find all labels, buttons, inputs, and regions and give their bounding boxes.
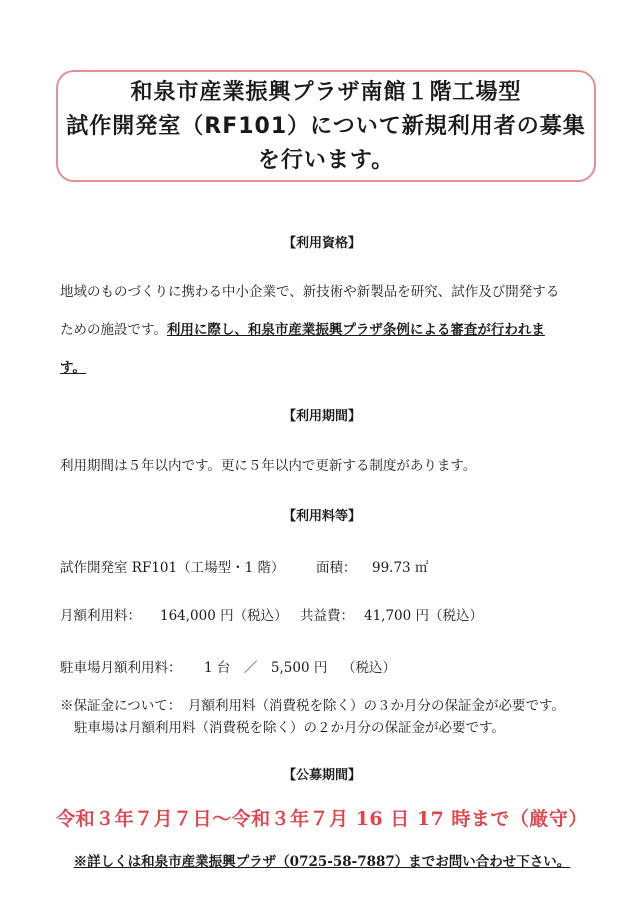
monthly-label: 月額利用料：: [60, 608, 141, 624]
eligibility-underlined-1: 利用に際し、和泉市産業振興プラザ条例による審査が行われま: [166, 322, 545, 338]
fees-heading: 【利用料等】: [282, 509, 361, 524]
common-value: 41,700 円（税込）: [364, 608, 484, 624]
eligibility-underlined-2: す。: [60, 360, 86, 376]
deposit-line-2: 駐車場は月額利用料（消費税を除く）の２か月分の保証金が必要です。: [74, 720, 505, 736]
title-line-2: 試作開発室（RF101）について新規利用者の募集: [66, 114, 586, 139]
parking-tax: （税込）: [342, 660, 396, 676]
eligibility-line-1: 地域のものづくりに携わる中小企業で、新技術や新製品を研究、試作及び開発する: [60, 284, 560, 300]
deposit-line-1: ※保証金について： 月額利用料（消費税を除く）の３か月分の保証金が必要です。: [60, 698, 565, 714]
room-name: 試作開発室 RF101（工場型・1 階）: [60, 560, 285, 576]
parking-value: 1 台 ／ 5,500 円: [204, 660, 328, 676]
eligibility-heading: 【利用資格】: [282, 236, 361, 251]
eligibility-line-3: [60, 356, 86, 376]
title-line-1: 和泉市産業振興プラザ南館１階工場型: [130, 80, 522, 105]
recruitment-heading: 【公募期間】: [282, 768, 361, 783]
monthly-value: 164,000 円（税込）: [160, 608, 288, 624]
period-heading: 【利用期間】: [282, 409, 361, 424]
common-label: 共益費：: [300, 608, 354, 624]
contact-info: ※詳しくは和泉市産業振興プラザ（0725-58-7887）までお問い合わせ下さい。: [73, 854, 571, 870]
eligibility-line-2: [60, 318, 545, 338]
area-label: 面積：: [316, 560, 357, 576]
title-box: [56, 70, 596, 182]
title-line-3: を行います。: [257, 148, 395, 173]
recruitment-dates: 令和３年７月７日～令和３年７月 16 日 17 時まで（厳守）: [56, 808, 588, 830]
area-value: 99.73 ㎡: [372, 560, 429, 576]
eligibility-line-2-plain: ための施設です。: [60, 322, 167, 338]
parking-label: 駐車場月額利用料：: [60, 660, 182, 676]
period-text: 利用期間は５年以内です。更に５年以内で更新する制度があります。: [60, 458, 477, 474]
